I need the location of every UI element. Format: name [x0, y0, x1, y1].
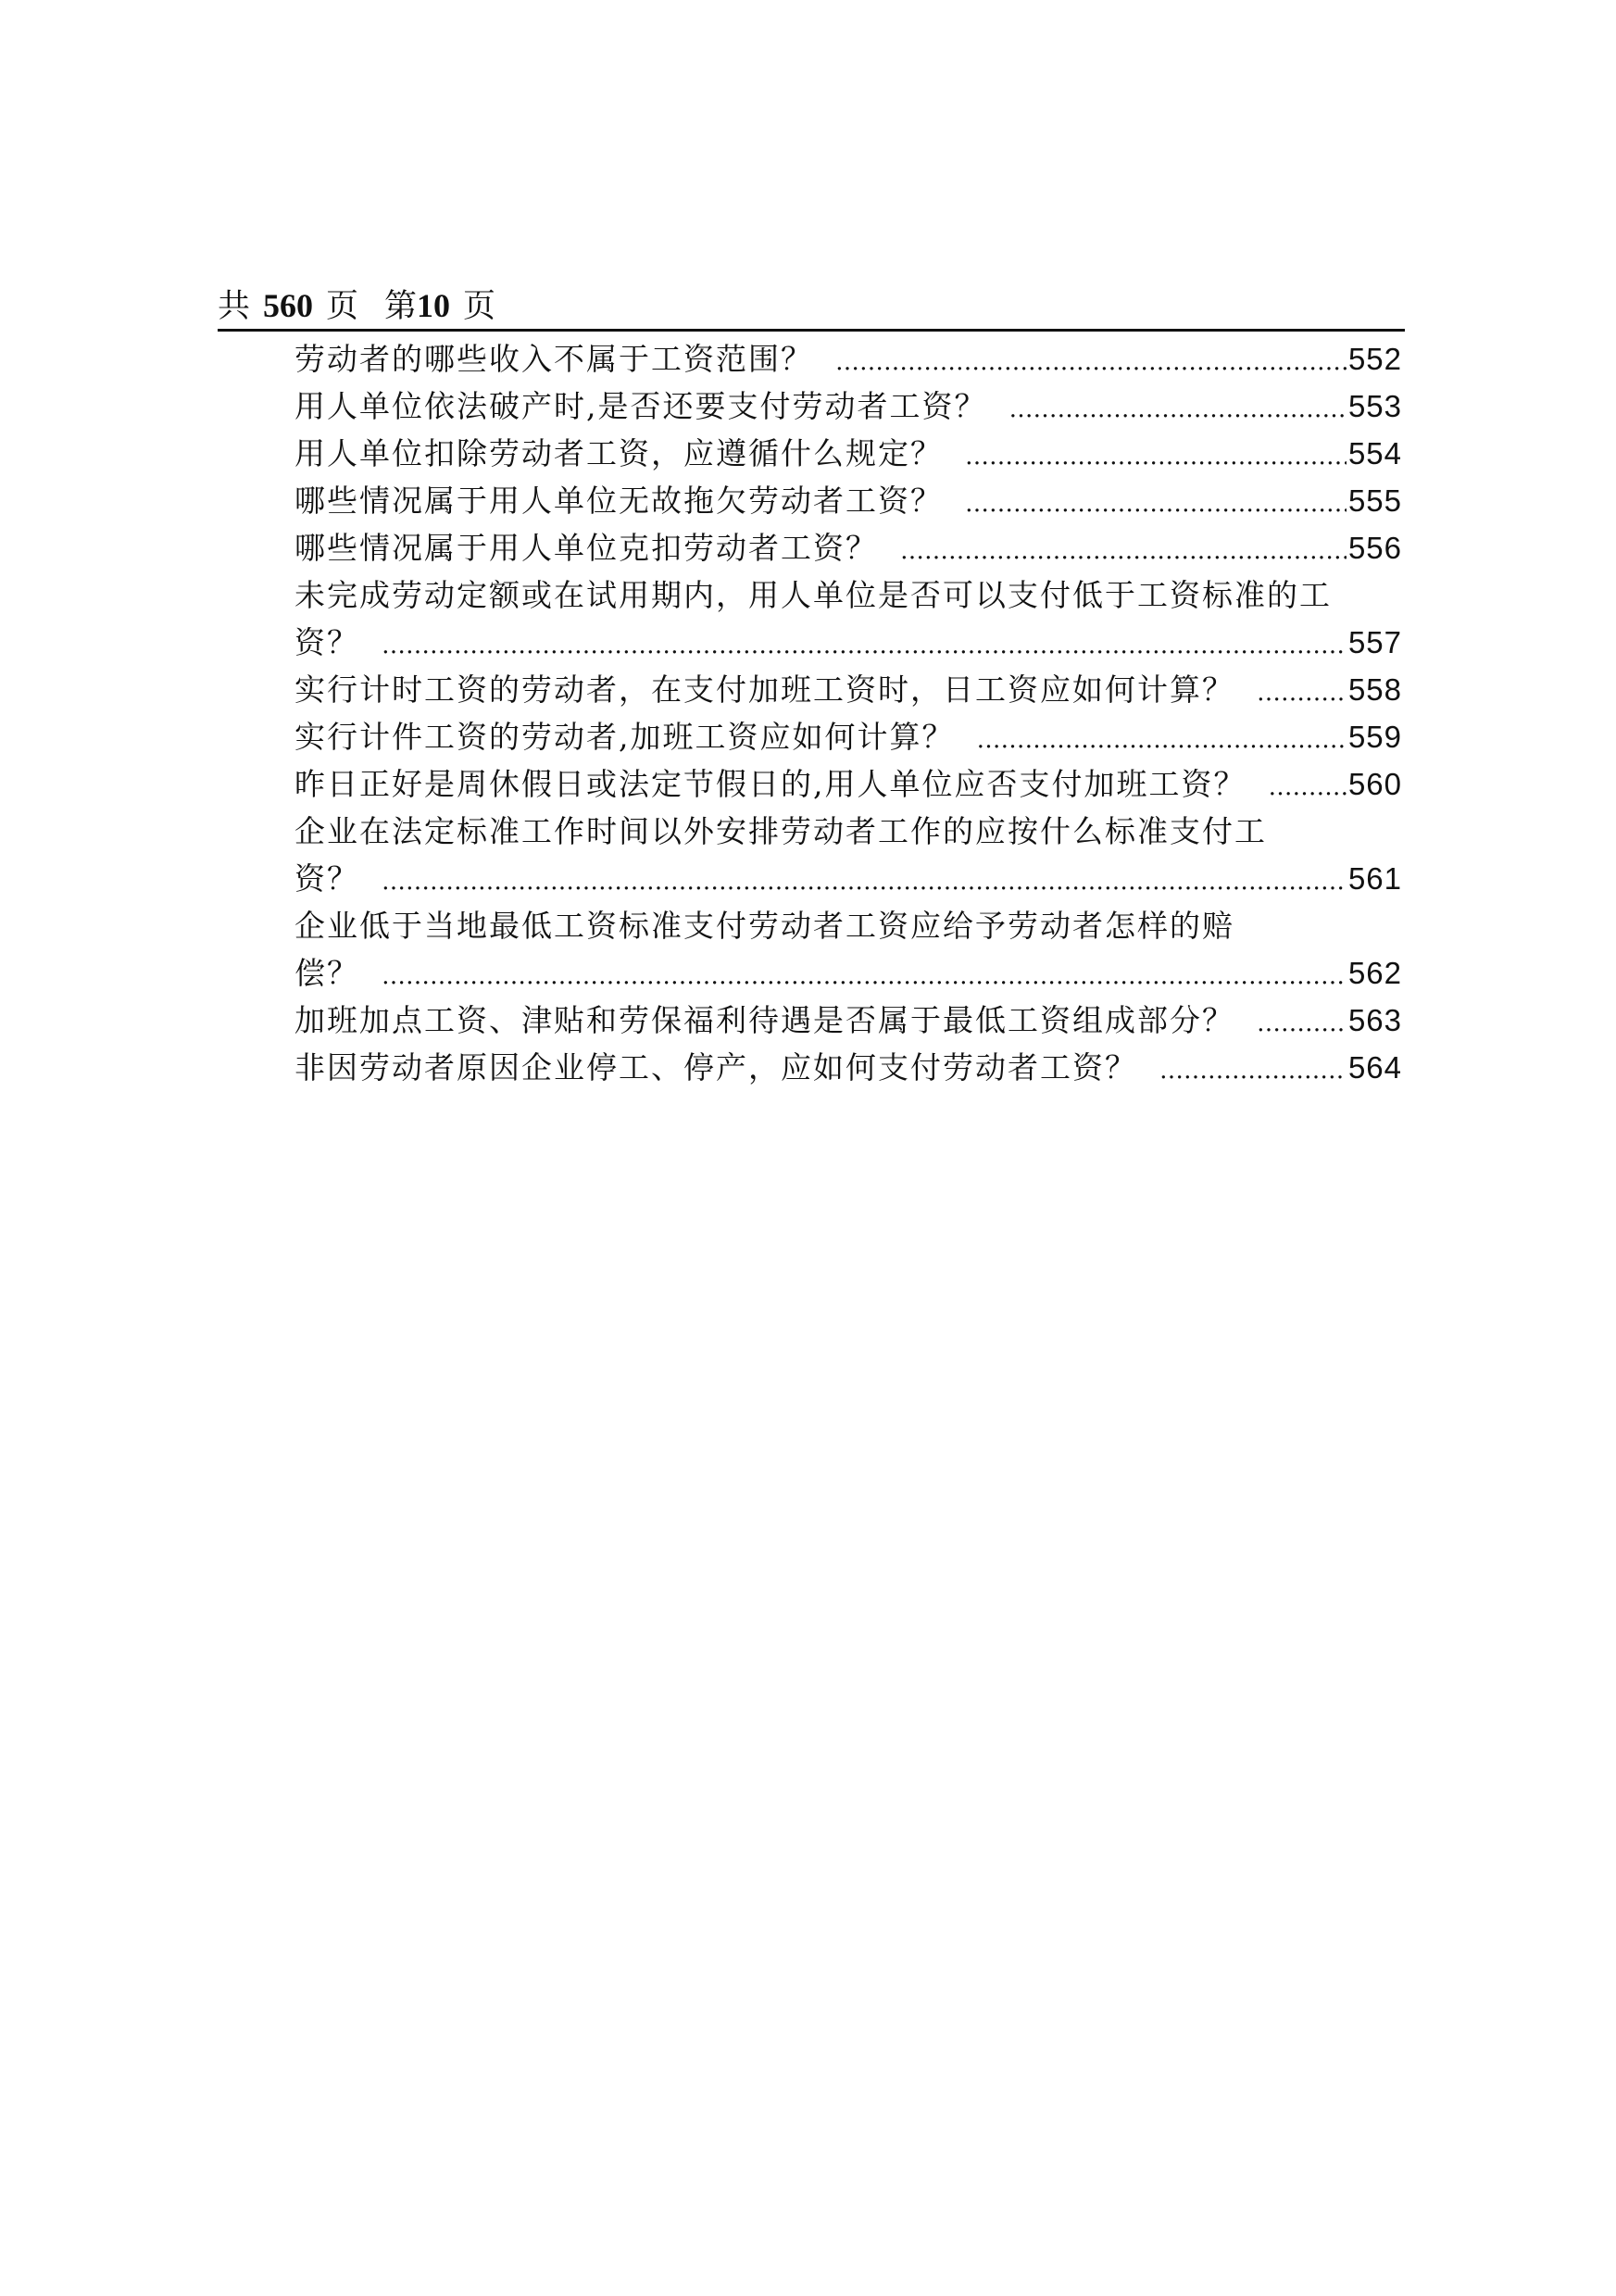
toc-entry[interactable]	[294, 666, 1402, 713]
toc-page-number: 555	[1347, 483, 1402, 518]
dot-leader	[1009, 386, 1347, 433]
toc-entry-title: 偿？	[294, 955, 359, 991]
toc-page-number: 560	[1347, 767, 1402, 801]
dot-leader	[382, 859, 1347, 906]
toc-entry-title: 资？	[294, 624, 359, 660]
toc-page-number: 562	[1347, 956, 1402, 990]
toc-entry[interactable]	[294, 335, 1402, 383]
toc-row	[294, 1044, 1402, 1091]
total-pages-prefix: 共	[218, 288, 251, 325]
dot-leader	[1257, 1000, 1347, 1048]
toc-page-number: 564	[1347, 1050, 1402, 1085]
toc-row	[294, 949, 1402, 997]
total-pages-suffix: 页	[326, 288, 359, 325]
toc-entry[interactable]	[294, 430, 1402, 477]
toc-entry-title: 加班加点工资、津贴和劳保福利待遇是否属于最低工资组成部分？	[294, 1002, 1234, 1038]
toc-entry-title: 用人单位扣除劳动者工资，应遵循什么规定？	[294, 435, 943, 471]
toc-entry-title: 用人单位依法破产时,是否还要支付劳动者工资？	[294, 388, 987, 424]
toc-page-number: 558	[1347, 672, 1402, 707]
toc-row	[294, 430, 1402, 477]
toc-entry[interactable]	[294, 524, 1402, 571]
dot-leader	[900, 528, 1347, 575]
toc-entry-title: 哪些情况属于用人单位克扣劳动者工资？	[294, 530, 878, 566]
table-of-contents	[294, 335, 1402, 1091]
toc-page-number: 552	[1347, 342, 1402, 376]
toc-row	[294, 383, 1402, 430]
toc-page-number: 556	[1347, 531, 1402, 565]
toc-row	[294, 335, 1402, 383]
toc-entry[interactable]	[294, 477, 1402, 524]
toc-entry[interactable]	[294, 571, 1402, 666]
dot-leader	[965, 433, 1347, 481]
total-pages-number: 560	[263, 287, 314, 324]
toc-page-number: 554	[1347, 436, 1402, 470]
toc-row	[294, 855, 1402, 902]
dot-leader	[1159, 1048, 1347, 1095]
dot-leader	[835, 339, 1347, 386]
toc-row	[294, 760, 1402, 808]
toc-entry-title-line1: 企业在法定标准工作时间以外安排劳动者工作的应按什么标准支付工	[294, 813, 1267, 849]
toc-entry[interactable]	[294, 902, 1402, 997]
toc-row	[294, 713, 1402, 760]
toc-page-number: 561	[1347, 861, 1402, 896]
toc-entry[interactable]	[294, 1044, 1402, 1091]
current-page-suffix: 页	[463, 288, 496, 325]
toc-page-number: 563	[1347, 1003, 1402, 1037]
toc-page-number: 559	[1347, 720, 1402, 754]
toc-entry-title: 实行计件工资的劳动者,加班工资应如何计算？	[294, 719, 955, 755]
toc-row	[294, 524, 1402, 571]
toc-row	[294, 619, 1402, 666]
page-header	[218, 285, 1405, 332]
dot-leader	[1257, 670, 1347, 717]
toc-entry-title: 资？	[294, 860, 359, 897]
toc-entry-title: 昨日正好是周休假日或法定节假日的,用人单位应否支付加班工资？	[294, 766, 1246, 802]
toc-entry-title: 劳动者的哪些收入不属于工资范围？	[294, 341, 813, 377]
dot-leader	[1269, 764, 1347, 811]
current-page-prefix: 第	[384, 288, 418, 325]
toc-page-number: 557	[1347, 625, 1402, 659]
toc-page-number: 553	[1347, 389, 1402, 423]
toc-entry[interactable]	[294, 713, 1402, 760]
dot-leader	[382, 953, 1347, 1000]
toc-entry[interactable]	[294, 383, 1402, 430]
dot-leader	[965, 481, 1347, 528]
toc-entry-title: 实行计时工资的劳动者，在支付加班工资时，日工资应如何计算？	[294, 671, 1234, 708]
toc-entry[interactable]	[294, 760, 1402, 808]
toc-entry-title-line1: 未完成劳动定额或在试用期内，用人单位是否可以支付低于工资标准的工	[294, 577, 1332, 613]
toc-row	[294, 997, 1402, 1044]
dot-leader	[977, 717, 1347, 764]
toc-row	[294, 477, 1402, 524]
toc-entry-title: 非因劳动者原因企业停工、停产，应如何支付劳动者工资？	[294, 1049, 1137, 1085]
dot-leader	[382, 622, 1347, 670]
current-page-number: 10	[417, 287, 451, 324]
toc-entry-title: 哪些情况属于用人单位无故拖欠劳动者工资？	[294, 483, 943, 519]
toc-entry[interactable]	[294, 808, 1402, 902]
toc-entry[interactable]	[294, 997, 1402, 1044]
toc-entry-title-line1: 企业低于当地最低工资标准支付劳动者工资应给予劳动者怎样的赔	[294, 908, 1234, 944]
toc-row	[294, 666, 1402, 713]
